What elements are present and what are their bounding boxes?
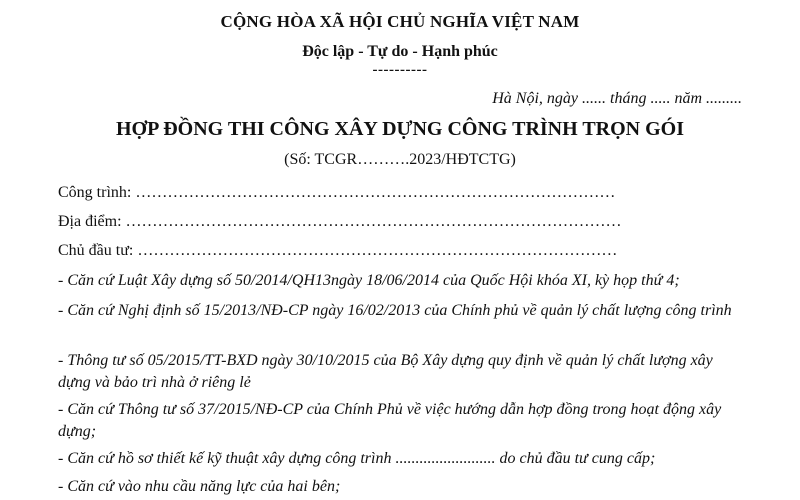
project-field: Công trình: ……………………………………………………………………………… [58,184,616,201]
legal-basis-item: - Căn cứ Luật Xây dựng số 50/2014/QH13ngày 18/06/2014 của Quốc Hội khóa XI, kỳ họp thứ 4; [58,272,680,289]
investor-field: Chủ đầu tư: ……………………………………………………………………………… [58,242,618,259]
contract-number: (Số: TCGR……….2023/HĐTCTG) [284,151,516,168]
national-motto: Độc lập - Tự do - Hạnh phúc [302,43,498,60]
legal-basis-item: - Căn cứ vào nhu cầu năng lực của hai bên; [58,478,341,495]
national-title: CỘNG HÒA XÃ HỘI CHỦ NGHĨA VIỆT NAM [220,12,580,31]
legal-basis-item: - Căn cứ Nghị định số 15/2013/NĐ-CP ngày 16/02/2013 của Chính phủ về quản lý chất lượng công trình [58,302,732,319]
place-date-line: Hà Nội, ngày ...... tháng ..... năm ......... [492,90,742,107]
legal-basis-item: - Căn cứ Thông tư số 37/2015/NĐ-CP của Chính Phủ về việc hướng dẫn hợp đồng trong hoạt động xây dựng; [58,401,722,440]
contract-title: HỢP ĐỒNG THI CÔNG XÂY DỰNG CÔNG TRÌNH TRỌN GÓI [115,118,685,140]
header-separator: ---------- [372,62,428,78]
location-field: Địa điểm: ………………………………………………………………………………… [58,213,622,230]
legal-basis-item: - Thông tư số 05/2015/TT-BXD ngày 30/10/2015 của Bộ Xây dựng quy định về quản lý chất lượng xây dựng và bảo trì nhà ở riêng lẻ [58,352,713,391]
legal-basis-item: - Căn cứ hồ sơ thiết kế kỹ thuật xây dựng công trình ......................... do chủ đầu tư cung cấp; [58,450,656,467]
